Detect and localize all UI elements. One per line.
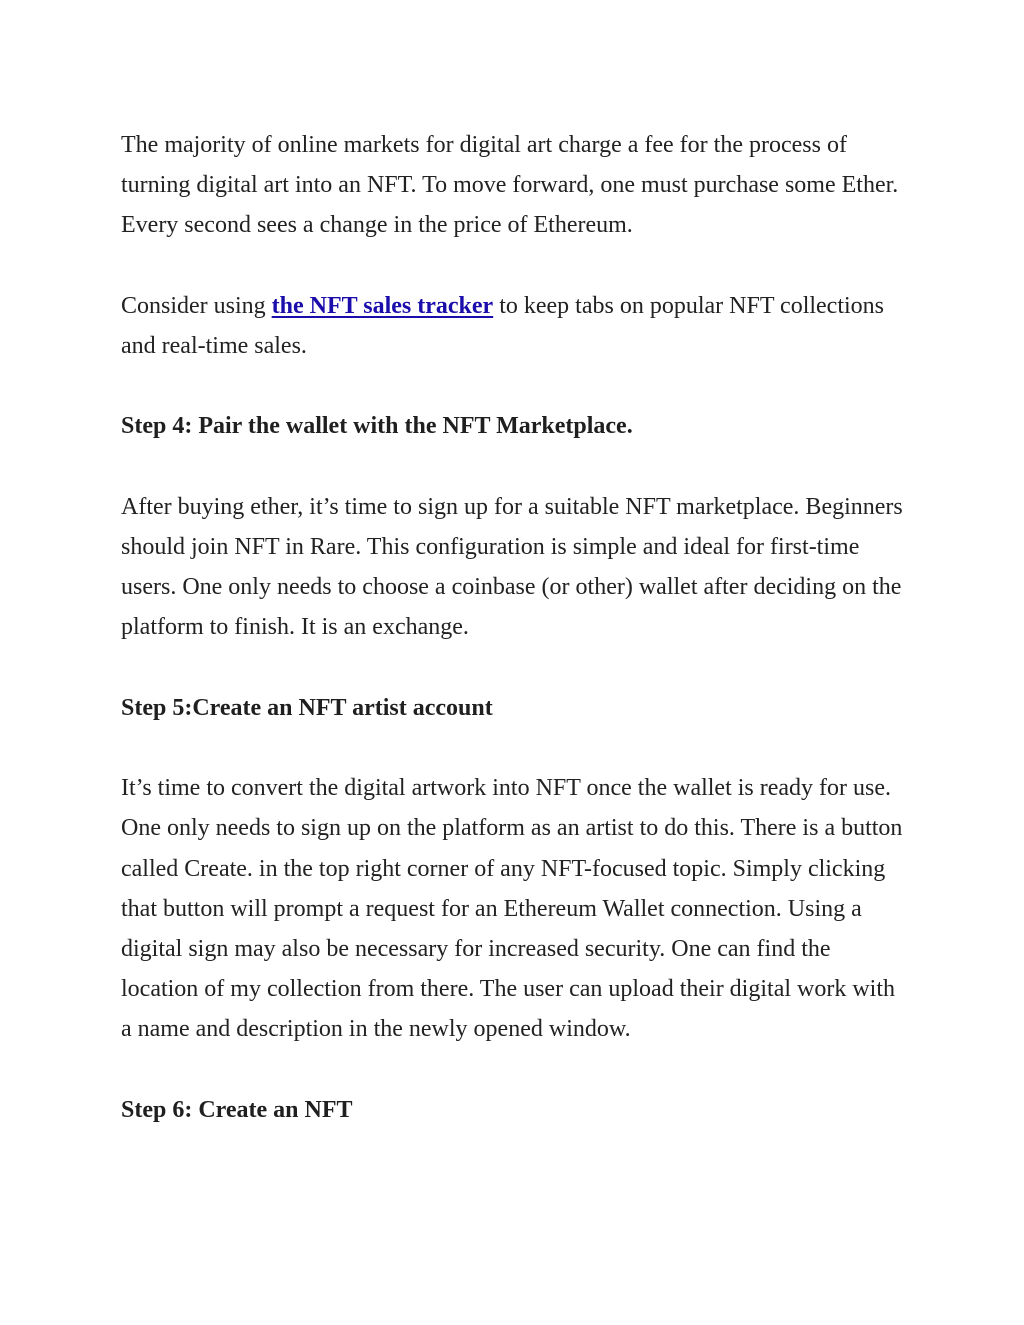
step-4-heading: Step 4: Pair the wallet with the NFT Marketplace.	[121, 413, 633, 440]
tracker-paragraph	[121, 286, 911, 366]
step-5-heading: Step 5:Create an NFT artist account	[121, 694, 493, 721]
step-6-heading: Step 6: Create an NFT	[121, 1096, 353, 1123]
tracker-text-after: to keep tabs on popular NFT collections and real-time sales.	[121, 292, 885, 359]
nft-sales-tracker-link[interactable]: the NFT sales tracker	[271, 292, 494, 319]
document-page	[121, 125, 911, 1170]
marketplace-paragraph: After buying ether, it’s time to sign up for a suitable NFT marketplace. Beginners should join NFT in Rare. This configuration is simple and ideal for first-time users. One only needs to choose a coinbase (or other) wallet after deciding on the platform to finish. It is an exchange.	[121, 493, 903, 641]
tracker-text-before: Consider using	[121, 292, 272, 319]
artist-account-paragraph: It’s time to convert the digital artwork into NFT once the wallet is ready for use. One only needs to sign up on the platform as an artist to do this. There is a button called Create. in the top right corner of any NFT-focused topic. Simply clicking that button will prompt a request for an Ethereum Wallet connection. Using a digital sign may also be necessary for increased security. One can find the location of my collection from there. The user can upload their digital work with a name and description in the newly opened window.	[121, 775, 903, 1043]
intro-paragraph: The majority of online markets for digital art charge a fee for the process of turning digital art into an NFT. To move forward, one must purchase some Ether. Every second sees a change in the price of Ethereum.	[121, 132, 899, 239]
